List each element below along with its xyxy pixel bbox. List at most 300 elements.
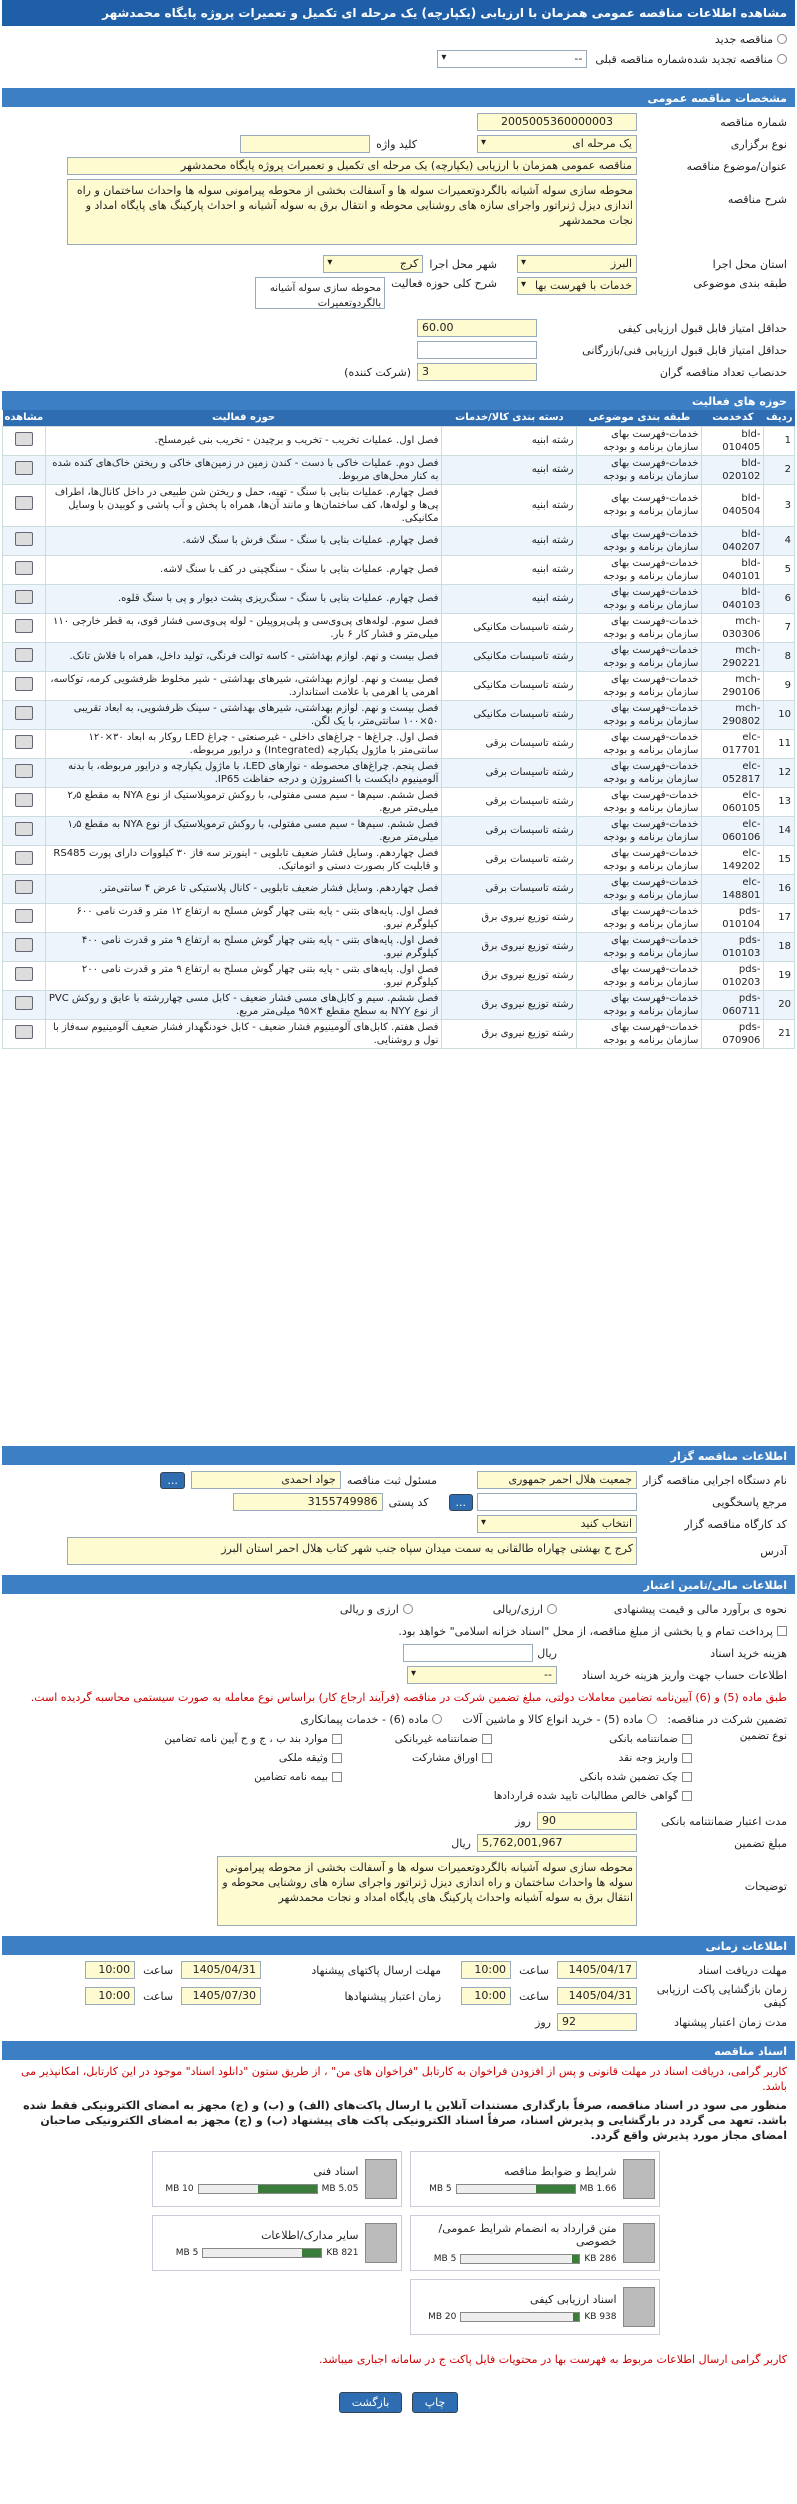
prev-number-select[interactable]: -- ▾	[437, 50, 587, 68]
table-cell: خدمات-فهرست بهای سازمان برنامه و بودجه	[577, 455, 702, 484]
table-cell: رشته توزیع نیروی برق	[442, 1019, 577, 1048]
table-cell: رشته تاسیسات برقی	[442, 729, 577, 758]
max-bidders-field: 3	[417, 363, 537, 381]
org-name-field: جمعیت هلال احمر جمهوری	[477, 1471, 637, 1489]
view-icon[interactable]	[15, 648, 33, 662]
col-header: دسته بندی کالا/خدمات	[442, 410, 577, 426]
table-cell: خدمات-فهرست بهای سازمان برنامه و بودجه	[577, 758, 702, 787]
view-icon[interactable]	[15, 764, 33, 778]
view-cell	[3, 845, 46, 874]
view-icon[interactable]	[15, 619, 33, 633]
docs-section-header: اسناد مناقصه	[2, 2041, 795, 2060]
table-cell: خدمات-فهرست بهای سازمان برنامه و بودجه	[577, 671, 702, 700]
table-cell: خدمات-فهرست بهای سازمان برنامه و بودجه	[577, 787, 702, 816]
view-cell	[3, 874, 46, 903]
open-time: 10:00	[461, 1987, 511, 2005]
table-row	[3, 961, 795, 990]
view-icon[interactable]	[15, 793, 33, 807]
non-bank-checkbox[interactable]	[482, 1734, 492, 1744]
table-cell: رشته تاسیسات برقی	[442, 758, 577, 787]
guarantee-type-label: نوع تضمین	[739, 1730, 787, 1742]
col-header: مشاهده	[3, 410, 46, 426]
send-label: مهلت ارسال پاکتهای پیشنهاد	[311, 1963, 442, 1977]
table-cell: رشته تاسیسات مکانیکی	[442, 671, 577, 700]
table-cell: فصل بیست و نهم. لوازم بهداشتی - کاسه توالت فرنگی، تولید داخل، همراه با فلاش تانک.	[45, 642, 442, 671]
eval-method-label: نحوه ی برآورد مالی و قیمت پیشنهادی	[613, 1602, 787, 1616]
cash-label: واریز وجه نقد	[618, 1752, 678, 1764]
file-progress	[460, 2254, 580, 2264]
file-max: 5 MB	[433, 2254, 457, 2264]
bond-label: اوراق مشارکت	[411, 1752, 478, 1764]
table-row	[3, 455, 795, 484]
postal-field: 3155749986	[233, 1493, 383, 1511]
max-validity-label: مدت زمان اعتبار پیشنهاد	[674, 2015, 787, 2029]
table-cell: فصل ششم. سیم‌ها - سیم مسی مفتولی، با روکش ترموپلاستیک از نوع NYA به مقطع ۱٫۵ میلی‌متر مربع.	[45, 816, 442, 845]
view-cell	[3, 787, 46, 816]
valid-label: زمان اعتبار پیشنهادها	[344, 1989, 442, 2003]
postal-label: کد پستی	[388, 1495, 429, 1509]
file-name: اسناد فنی	[313, 2164, 359, 2178]
view-cell	[3, 758, 46, 787]
org-name-label: نام دستگاه اجرایی مناقصه گزار	[643, 1473, 787, 1487]
view-icon[interactable]	[15, 461, 33, 475]
table-cell: رشته توزیع نیروی برق	[442, 903, 577, 932]
file-name: شرایط و ضوابط مناقصه	[504, 2164, 617, 2178]
table-cell: mch-030306	[702, 613, 764, 642]
table-cell: فصل سوم. لوله‌های پی‌وی‌سی و پلی‌پروپیلن - لوله پی‌وی‌سی فشار قوی، به قطر خارجی ۱۱۰ میلی‌متر و فشار کار ۶ بار.	[45, 613, 442, 642]
bc-checkbox[interactable]	[332, 1734, 342, 1744]
rial-radio[interactable]	[547, 1604, 557, 1614]
table-cell: رشته ابنیه	[442, 484, 577, 526]
view-icon[interactable]	[15, 822, 33, 836]
table-cell: رشته توزیع نیروی برق	[442, 961, 577, 990]
view-icon[interactable]	[15, 496, 33, 510]
subject-field: مناقصه عمومی همزمان با ارزیابی (یکپارچه) یک مرحله ای تکمیل و تعمیرات پروژه پایگاه محمدشهر	[67, 157, 637, 175]
file-box[interactable]	[410, 2279, 660, 2335]
bc-label: موارد بند ب ، ج و ح آیین نامه تضامین	[164, 1733, 328, 1745]
table-cell: 10	[764, 700, 795, 729]
file-size: 286 KB	[584, 2254, 617, 2264]
view-cell	[3, 584, 46, 613]
table-cell: خدمات-فهرست بهای سازمان برنامه و بودجه	[577, 932, 702, 961]
file-size: 5.05 MB	[321, 2183, 359, 2194]
valid-time-label: ساعت	[143, 1989, 174, 2003]
property-label: وثیقه ملکی	[278, 1752, 328, 1764]
validity-field: 90	[537, 1812, 637, 1830]
page-title: مشاهده اطلاعات مناقصه عمومی همزمان با ارزیابی (یکپارچه) یک مرحله ای تکمیل و تعمیرات پروژه پایگاه محمدشهر	[2, 0, 795, 26]
view-cell	[3, 671, 46, 700]
file-progress	[202, 2248, 322, 2258]
view-cell	[3, 932, 46, 961]
fx-radio[interactable]	[403, 1604, 413, 1614]
send-time-label: ساعت	[143, 1963, 174, 1977]
renewed-tender-radio[interactable]	[777, 54, 787, 64]
valid-date: 1405/07/30	[181, 1987, 261, 2005]
table-cell: فصل اول. عملیات تخریب - تخریب و برچیدن - تخریب بنی غیرمسلح.	[45, 426, 442, 455]
treasury-checkbox[interactable]	[777, 1626, 787, 1636]
table-cell: رشته تاسیسات برقی	[442, 845, 577, 874]
tender-number-label: شماره مناقصه	[720, 115, 787, 129]
col-header: حوزه فعالیت	[45, 410, 442, 426]
table-cell: mch-290221	[702, 642, 764, 671]
open-label: زمان بازگشایی پاکت ارزیابی کیفی	[656, 1983, 787, 2009]
file-progress	[456, 2184, 576, 2194]
amount-unit: ریال	[451, 1836, 471, 1850]
table-cell: فصل چهارم. عملیات بنایی با سنگ - تهیه، حمل و ریختن شن طبیعی در داخل کانال‌ها، اطراف پی‌ها و لوله‌ها، کف ساختمان‌ها و مانند آن‌ها، همراه با پخش و آب پاشی و کوبیدن با وسایل مکانیکی.	[45, 484, 442, 526]
table-row	[3, 787, 795, 816]
workplace-label: کد کارگاه مناقصه گزار	[684, 1517, 787, 1531]
max-validity-field: 92	[557, 2013, 637, 2031]
art5-label: ماده (5) - خرید انواع کالا و ماشین آلات	[462, 1712, 643, 1726]
account-select[interactable]: -- ▾	[407, 1666, 557, 1684]
table-cell: فصل چهارم. عملیات بنایی با سنگ - سنگ‌ریزی پشت دیوار و پی با سنگ قلوه.	[45, 584, 442, 613]
view-cell	[3, 555, 46, 584]
insurance-checkbox[interactable]	[332, 1772, 342, 1782]
finance-section-header: اطلاعات مالی/تامین اعتبار	[2, 1575, 795, 1594]
table-row	[3, 990, 795, 1019]
table-cell: pds-070906	[702, 1019, 764, 1048]
activities-section-header: حوزه های فعالیت	[2, 391, 795, 410]
file-icon	[623, 2159, 655, 2199]
file-box[interactable]	[410, 2215, 660, 2271]
file-icon	[365, 2223, 397, 2263]
file-max: 10 MB	[165, 2183, 194, 2194]
table-cell: رشته تاسیسات مکانیکی	[442, 613, 577, 642]
table-cell: elc-052817	[702, 758, 764, 787]
table-cell: 7	[764, 613, 795, 642]
address-label: آدرس	[760, 1545, 787, 1558]
view-icon[interactable]	[15, 561, 33, 575]
city-select[interactable]: کرج ▾	[323, 255, 423, 273]
city-label: شهر محل اجرا	[429, 257, 497, 271]
table-cell: bld-020102	[702, 455, 764, 484]
table-cell: 19	[764, 961, 795, 990]
table-cell: فصل اول. پایه‌های بتنی - پایه بتنی چهار گوش مسلح به ارتفاع ۹ متر و قدرت نامی ۴۰۰ کیلوگرم نیرو.	[45, 932, 442, 961]
receipt-checkbox[interactable]	[682, 1791, 692, 1801]
table-row	[3, 613, 795, 642]
table-cell: خدمات-فهرست بهای سازمان برنامه و بودجه	[577, 584, 702, 613]
table-cell: pds-010203	[702, 961, 764, 990]
table-cell: فصل بیست و نهم. لوازم بهداشتی، شیرهای بهداشتی - شیر مخلوط ظرفشویی کرمه، توکاسه، اهرمی یا اهرمی با علامت استاندارد.	[45, 671, 442, 700]
table-cell: رشته تاسیسات مکانیکی	[442, 642, 577, 671]
view-cell	[3, 903, 46, 932]
table-cell: bld-040103	[702, 584, 764, 613]
view-cell	[3, 1019, 46, 1048]
new-tender-radio[interactable]	[777, 34, 787, 44]
fx-label: ارزی و ریالی	[339, 1602, 399, 1616]
table-cell: elc-017701	[702, 729, 764, 758]
tender-number-field: 2005005360000003	[477, 113, 637, 131]
subject-label: عنوان/موضوع مناقصه	[686, 159, 787, 173]
view-cell	[3, 455, 46, 484]
table-cell: 2	[764, 455, 795, 484]
table-row	[3, 816, 795, 845]
file-progress	[198, 2184, 318, 2194]
view-icon[interactable]	[15, 590, 33, 604]
doc-fee-unit: ریال	[537, 1646, 557, 1660]
file-max: 5 MB	[175, 2247, 199, 2258]
table-cell: خدمات-فهرست بهای سازمان برنامه و بودجه	[577, 903, 702, 932]
file-icon	[623, 2223, 655, 2263]
table-cell: 14	[764, 816, 795, 845]
art6-radio[interactable]	[432, 1714, 442, 1724]
get-docs-time: 10:00	[461, 1961, 511, 1979]
table-cell: 15	[764, 845, 795, 874]
table-row	[3, 903, 795, 932]
province-label: استان محل اجرا	[712, 257, 787, 271]
table-cell: فصل دوم. عملیات خاکی با دست - کندن زمین در زمین‌های خاکی و ریختن خاک‌های کنده شده به کنار محل‌های مربوط.	[45, 455, 442, 484]
holding-type-label: نوع برگزاری	[730, 137, 787, 151]
open-date: 1405/04/31	[557, 1987, 637, 2005]
table-row	[3, 932, 795, 961]
table-cell: فصل بیست و نهم. لوازم بهداشتی، شیرهای بهداشتی - سینک ظرفشویی، به ابعاد تقریبی ۵۰×۱۰۰ سانتی‌متر، با یک لگن.	[45, 700, 442, 729]
rial-label: ارزی/ریالی	[492, 1602, 543, 1616]
table-row	[3, 526, 795, 555]
view-icon[interactable]	[15, 909, 33, 923]
table-cell: 4	[764, 526, 795, 555]
workplace-select[interactable]: انتخاب کنید ▾	[477, 1515, 637, 1533]
receipt-label: گواهی خالص مطالبات تایید شده قراردادها	[493, 1790, 678, 1802]
keyword-field[interactable]	[240, 135, 370, 153]
scope-label: شرح کلی حوزه فعالیت	[391, 277, 497, 290]
view-icon[interactable]	[15, 996, 33, 1010]
category-select[interactable]: خدمات با فهرست بها ▾	[517, 277, 637, 295]
open-time-label: ساعت	[519, 1989, 549, 2003]
table-cell: فصل اول. پایه‌های بتنی - پایه بتنی چهار گوش مسلح به ارتفاع ۹ متر و قدرت نامی ۲۰۰ کیلوگرم نیرو.	[45, 961, 442, 990]
view-icon[interactable]	[15, 735, 33, 749]
bank-guarantee-label: ضمانتنامه بانکی	[609, 1733, 678, 1745]
table-cell: elc-060106	[702, 816, 764, 845]
get-docs-label: مهلت دریافت اسناد	[698, 1963, 787, 1977]
table-cell: bld-040101	[702, 555, 764, 584]
table-cell: فصل چهاردهم. وسایل فشار ضعیف تابلویی - اینورتر سه فاز ۳۰ کیلووات دارای پورت RS485 و قابلیت کار بصورت دستی و اتوماتیک.	[45, 845, 442, 874]
min-tech-label: حداقل امتیاز قابل قبول ارزیابی فنی/بازرگانی	[582, 343, 787, 357]
file-max: 5 MB	[429, 2183, 452, 2194]
view-cell	[3, 816, 46, 845]
bond-checkbox[interactable]	[482, 1753, 492, 1763]
file-icon	[365, 2159, 397, 2199]
file-box[interactable]	[152, 2151, 402, 2207]
account-label: اطلاعات حساب جهت واریز هزینه خرید اسناد	[581, 1668, 787, 1682]
table-row	[3, 1019, 795, 1048]
table-cell: رشته توزیع نیروی برق	[442, 990, 577, 1019]
table-cell: 1	[764, 426, 795, 455]
file-size: 821 KB	[326, 2247, 359, 2258]
table-cell: خدمات-فهرست بهای سازمان برنامه و بودجه	[577, 990, 702, 1019]
table-cell: خدمات-فهرست بهای سازمان برنامه و بودجه	[577, 961, 702, 990]
treasury-note: پرداخت تمام و یا بخشی از مبلغ مناقصه، از محل "اسناد خزانه اسلامی" خواهد بود.	[398, 1624, 773, 1638]
reference-lookup-button[interactable]: ...	[449, 1494, 474, 1511]
file-progress	[460, 2312, 580, 2322]
table-cell: 3	[764, 484, 795, 526]
table-row	[3, 642, 795, 671]
file-box[interactable]	[152, 2215, 402, 2271]
table-row	[3, 584, 795, 613]
file-name: متن قرارداد به انضمام شرایط عمومی/خصوصی	[438, 2222, 617, 2248]
table-cell: pds-010103	[702, 932, 764, 961]
renewed-tender-label: مناقصه تجدید شده	[687, 52, 773, 66]
table-cell: 20	[764, 990, 795, 1019]
general-section-header: مشخصات مناقصه عمومی	[2, 88, 795, 107]
view-icon[interactable]	[15, 706, 33, 720]
min-tech-field	[417, 341, 537, 359]
check-label: چک تضمین شده بانکی	[579, 1771, 678, 1783]
table-cell: bld-040504	[702, 484, 764, 526]
table-cell: خدمات-فهرست بهای سازمان برنامه و بودجه	[577, 526, 702, 555]
description-field: محوطه سازی سوله آشیانه بالگردوتعمیرات سوله ها و آسفالت بخشی از محوطه پیرامونی سوله ها واحداث ساختمان و راه اندازی دیزل ژنراتور واجرای سازه های روشنایی محوطه و انتقال برق به سوله آشیانه و احداث پارکینگ های پایگاه امداد و نجات محمدشهر	[67, 179, 637, 245]
cash-checkbox[interactable]	[682, 1753, 692, 1763]
table-cell: فصل چهاردهم. وسایل فشار ضعیف تابلویی - کانال پلاستیکی تا عرض ۴ سانتی‌متر.	[45, 874, 442, 903]
docs-note-3: کاربر گرامی ارسال اطلاعات مربوط به فهرست بها در محتویات فایل پاکت ج در سامانه اجباری میباشد.	[318, 2353, 787, 2366]
table-cell: خدمات-فهرست بهای سازمان برنامه و بودجه	[577, 426, 702, 455]
table-cell: رشته تاسیسات برقی	[442, 787, 577, 816]
table-cell: خدمات-فهرست بهای سازمان برنامه و بودجه	[577, 874, 702, 903]
table-cell: 13	[764, 787, 795, 816]
table-cell: 12	[764, 758, 795, 787]
scope-field: محوطه سازی سوله آشیانه بالگردوتعمیرات	[255, 277, 385, 309]
view-cell	[3, 990, 46, 1019]
max-bidders-unit: (شرکت کننده)	[344, 365, 411, 379]
table-cell: mch-290106	[702, 671, 764, 700]
file-size: 938 KB	[584, 2311, 617, 2322]
table-row	[3, 484, 795, 526]
table-row	[3, 845, 795, 874]
view-cell	[3, 526, 46, 555]
table-cell: 16	[764, 874, 795, 903]
province-select[interactable]: البرز ▾	[517, 255, 637, 273]
file-max: 20 MB	[428, 2311, 457, 2322]
back-button[interactable]: بازگشت	[339, 2392, 403, 2413]
table-cell: فصل چهارم. عملیات بنایی با سنگ - سنگ فرش با سنگ لاشه.	[45, 526, 442, 555]
table-cell: فصل ششم. سیم و کابل‌های مسی فشار ضعیف - کابل مسی چهاررشته با عایق و روکش PVC از نوع NYY به سطح مقطع ۴×۹۵ میلی‌متر مربع.	[45, 990, 442, 1019]
non-bank-label: ضمانتنامه غیربانکی	[394, 1733, 478, 1745]
art5-radio[interactable]	[647, 1714, 657, 1724]
col-header: ردیف	[764, 410, 795, 426]
table-cell: خدمات-فهرست بهای سازمان برنامه و بودجه	[577, 555, 702, 584]
responsible-field: جواد احمدی	[191, 1471, 341, 1489]
view-icon[interactable]	[15, 938, 33, 952]
insurance-label: بیمه نامه تضامین	[254, 1771, 328, 1783]
table-cell: 5	[764, 555, 795, 584]
table-cell: 17	[764, 903, 795, 932]
keyword-label: کلید واژه	[376, 137, 417, 151]
table-cell: فصل اول. چراغ‌ها - چراغ‌های داخلی - غیرصنعتی - چراغ LED روکار به ابعاد ۳۰×۱۲۰ سانتی‌متر با ماژول یکپارچه (Integrated) و درایور مربوطه.	[45, 729, 442, 758]
file-size: 1.66 MB	[579, 2183, 617, 2194]
view-icon[interactable]	[15, 532, 33, 546]
view-icon[interactable]	[15, 432, 33, 446]
org-section-header: اطلاعات مناقصه گزار	[2, 1446, 795, 1465]
table-cell: خدمات-فهرست بهای سازمان برنامه و بودجه	[577, 642, 702, 671]
view-cell	[3, 426, 46, 455]
table-cell: رشته ابنیه	[442, 426, 577, 455]
table-cell: فصل چهارم. عملیات بنایی با سنگ - سنگچینی در کف با سنگ لاشه.	[45, 555, 442, 584]
valid-time: 10:00	[85, 1987, 135, 2005]
category-label: طبقه بندی موضوعی	[693, 277, 787, 290]
holding-type-select[interactable]: یک مرحله ای ▾	[477, 135, 637, 153]
file-name: سایر مدارک/اطلاعات	[261, 2228, 359, 2242]
amount-field: 5,762,001,967	[477, 1834, 637, 1852]
max-bidders-label: حدنصاب تعداد مناقصه گران	[659, 365, 787, 379]
file-icon	[623, 2287, 655, 2327]
check-checkbox[interactable]	[682, 1772, 692, 1782]
table-cell: خدمات-فهرست بهای سازمان برنامه و بودجه	[577, 484, 702, 526]
table-cell: رشته ابنیه	[442, 584, 577, 613]
table-cell: 8	[764, 642, 795, 671]
min-quality-label: حداقل امتیاز قابل قبول ارزیابی کیفی	[618, 321, 787, 335]
table-cell: خدمات-فهرست بهای سازمان برنامه و بودجه	[577, 613, 702, 642]
table-cell: pds-010104	[702, 903, 764, 932]
table-cell: bld-040207	[702, 526, 764, 555]
table-cell: 9	[764, 671, 795, 700]
table-cell: bld-010405	[702, 426, 764, 455]
validity-label: مدت اعتبار ضمانتنامه بانکی	[660, 1814, 787, 1828]
table-cell: رشته تاسیسات برقی	[442, 816, 577, 845]
table-cell: خدمات-فهرست بهای سازمان برنامه و بودجه	[577, 816, 702, 845]
reference-field	[477, 1493, 637, 1511]
table-cell: فصل ششم. سیم‌ها - سیم مسی مفتولی، با روکش ترموپلاستیک از نوع NYA به مقطع ۲٫۵ میلی‌متر مربع.	[45, 787, 442, 816]
table-cell: رشته تاسیسات مکانیکی	[442, 700, 577, 729]
table-cell: رشته ابنیه	[442, 555, 577, 584]
table-row	[3, 729, 795, 758]
view-icon[interactable]	[15, 851, 33, 865]
prev-number-label: شماره مناقصه قبلی	[595, 52, 687, 66]
table-row	[3, 700, 795, 729]
bank-guarantee-checkbox[interactable]	[682, 1734, 692, 1744]
law-note: طبق ماده (5) و (6) آیین‌نامه تضامین معاملات دولتی، مبلغ تضمین شرکت در مناقصه (فرآیند ارجاع کار) براساس نوع معامله به صورت سیستمی محاسبه گردیده است.	[30, 1690, 787, 1704]
table-cell: 18	[764, 932, 795, 961]
table-cell: 6	[764, 584, 795, 613]
view-icon[interactable]	[15, 967, 33, 981]
view-cell	[3, 613, 46, 642]
doc-fee-field	[403, 1644, 533, 1662]
min-quality-field: 60.00	[417, 319, 537, 337]
address-field: کرج ح بهشتی چهاراه طالقانی به سمت میدان سپاه جنب شهر کتاب هلال احمر استان البرز	[67, 1537, 637, 1565]
col-header: کدخدمت	[702, 410, 764, 426]
table-row	[3, 874, 795, 903]
file-name: اسناد ارزیابی کیفی	[530, 2292, 617, 2306]
notes-field: محوطه سازی سوله آشیانه بالگردوتعمیرات سوله ها و آسفالت بخشی از محوطه پیرامونی سوله ها واحداث ساختمان و راه اندازی دیزل ژنراتور واجرای سازه های روشنایی محوطه و انتقال برق به سوله آشیانه واحداث پارکینگ های پایگاه امداد و نجات محمدشهر	[217, 1856, 637, 1926]
table-cell: خدمات-فهرست بهای سازمان برنامه و بودجه	[577, 729, 702, 758]
table-cell: pds-060711	[702, 990, 764, 1019]
activities-table	[2, 410, 795, 1049]
table-cell: elc-060105	[702, 787, 764, 816]
view-icon[interactable]	[15, 880, 33, 894]
view-icon[interactable]	[15, 677, 33, 691]
doc-fee-label: هزینه خرید اسناد	[710, 1646, 787, 1660]
get-docs-date: 1405/04/17	[557, 1961, 637, 1979]
table-row	[3, 426, 795, 455]
table-cell: فصل پنجم. چراغ‌های محصوطه - نوارهای LED، با ماژول یکپارچه و درایور مربوطه، با بدنه آلومینیوم دایکست با اکستروژن و درجه حفاظت IP65.	[45, 758, 442, 787]
view-cell	[3, 961, 46, 990]
view-cell	[3, 729, 46, 758]
table-cell: رشته ابنیه	[442, 455, 577, 484]
view-icon[interactable]	[15, 1025, 33, 1039]
table-cell: elc-148801	[702, 874, 764, 903]
table-cell: 21	[764, 1019, 795, 1048]
notes-label: توضیحات	[744, 1880, 787, 1893]
table-cell: elc-149202	[702, 845, 764, 874]
property-checkbox[interactable]	[332, 1753, 342, 1763]
print-button[interactable]: چاپ	[412, 2392, 459, 2413]
file-box[interactable]	[410, 2151, 660, 2207]
col-header: طبقه بندی موضوعی	[577, 410, 702, 426]
table-cell: فصل هفتم. کابل‌های آلومینیوم فشار ضعیف - کابل خودنگهدار فشار ضعیف آلومینیوم سه‌فاز با نول و روشنایی.	[45, 1019, 442, 1048]
new-tender-label: مناقصه جدید	[714, 32, 773, 46]
responsible-lookup-button[interactable]: ...	[160, 1472, 185, 1489]
time-section-header: اطلاعات زمانی	[2, 1936, 795, 1955]
send-time: 10:00	[85, 1961, 135, 1979]
table-cell: خدمات-فهرست بهای سازمان برنامه و بودجه	[577, 845, 702, 874]
